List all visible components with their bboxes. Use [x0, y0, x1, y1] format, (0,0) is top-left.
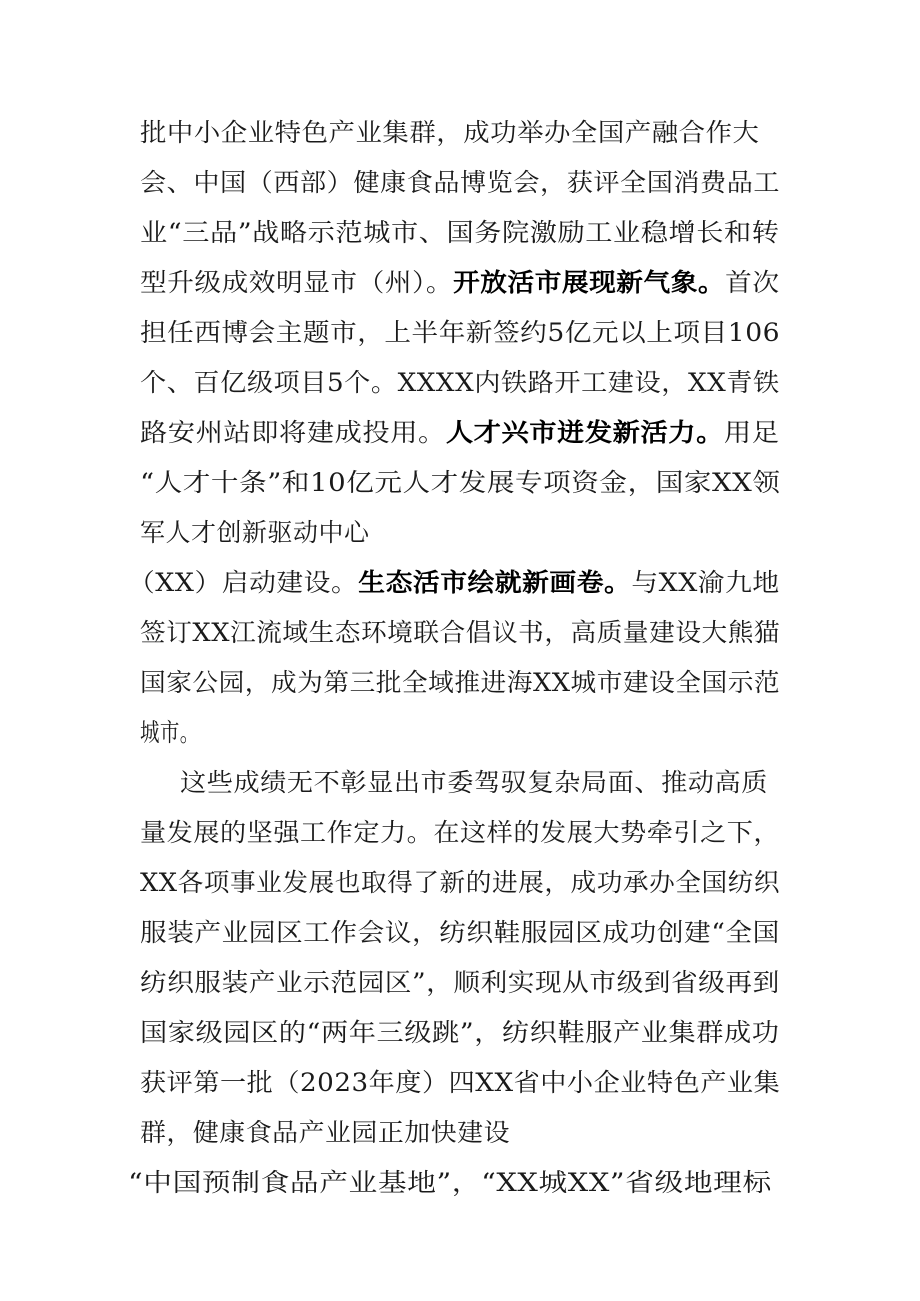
text-line: [140, 668, 780, 698]
bold-heading-phrase: 生态活市绘就新画卷。: [358, 568, 632, 597]
text-segment: 国家级园区的“两年三级跳”，纺织鞋服产业集群成功: [140, 1018, 780, 1047]
text-line: [140, 868, 780, 898]
text-segment: “人才十条”和10亿元人才发展专项资金，国家XX领: [140, 468, 781, 497]
text-line: [140, 918, 780, 948]
bold-heading-phrase: 开放活市展现新气象。: [453, 268, 726, 297]
text-segment: 这些成绩无不彰显出市委驾驭复杂局面、推动高质: [180, 768, 769, 797]
text-segment: 国家公园，成为第三批全域推进海XX城市建设全国示范: [140, 668, 781, 697]
text-segment: 群，健康食品产业园正加快建设: [140, 1118, 511, 1147]
text-segment: 获评第一批（2023年度）四XX省中小企业特色产业集: [140, 1068, 781, 1097]
text-line: [140, 468, 781, 498]
text-segment: 用足: [723, 418, 780, 447]
text-line: [140, 618, 780, 648]
text-line: [140, 168, 780, 198]
text-segment: 路安州站即将建成投用。: [140, 418, 446, 447]
text-line: [140, 1018, 780, 1048]
text-line: [140, 1068, 780, 1098]
text-segment: 服装产业园区工作会议，纺织鞋服园区成功创建“全国: [140, 918, 780, 947]
text-line: [140, 218, 780, 248]
text-segment: 业“三品”战略示范城市、国务院激励工业稳增长和转: [140, 218, 780, 247]
text-line: [140, 968, 780, 998]
text-line: [140, 318, 780, 348]
text-line: [140, 418, 780, 448]
text-segment: 会、中国（西部）健康食品博览会，获评全国消费品工: [140, 168, 781, 197]
text-segment: 量发展的坚强工作定力。在这样的发展大势牵引之下，: [140, 818, 781, 847]
text-line: [140, 1118, 510, 1148]
text-segment: “中国预制食品产业基地”，“XX城XX”省级地理标: [128, 1168, 772, 1197]
text-line: [140, 118, 759, 148]
text-line: [140, 368, 780, 398]
text-line: [140, 718, 200, 748]
text-segment: 城市。: [140, 718, 200, 747]
text-segment: （XX）启动建设。: [128, 568, 359, 597]
text-segment: 签订XX江流域生态环境联合倡议书，高质量建设大熊猫: [140, 618, 781, 647]
text-segment: 首次: [725, 268, 780, 297]
text-segment: 军人才创新驱动中心: [140, 518, 370, 547]
text-segment: 个、百亿级项目5个。XXXX内铁路开工建设，XX青铁: [140, 368, 780, 397]
text-segment: 批中小企业特色产业集群，成功举办全国产融合作大: [140, 118, 760, 147]
text-line: [128, 568, 780, 598]
text-line: [180, 768, 768, 798]
text-line: [140, 268, 780, 298]
text-line: [128, 1168, 772, 1198]
text-segment: 与XX渝九地: [631, 568, 780, 597]
text-line: [140, 518, 370, 548]
text-line: [140, 818, 780, 848]
bold-heading-phrase: 人才兴市迸发新活力。: [445, 418, 724, 447]
text-segment: 型升级成效明显市（州）。: [140, 268, 454, 297]
text-segment: 纺织服装产业示范园区”，顺利实现从市级到省级再到: [140, 968, 780, 997]
text-segment: XX各项事业发展也取得了新的进展，成功承办全国纺织: [140, 868, 781, 897]
text-segment: 担任西博会主题市，上半年新签约5亿元以上项目106: [140, 318, 781, 347]
